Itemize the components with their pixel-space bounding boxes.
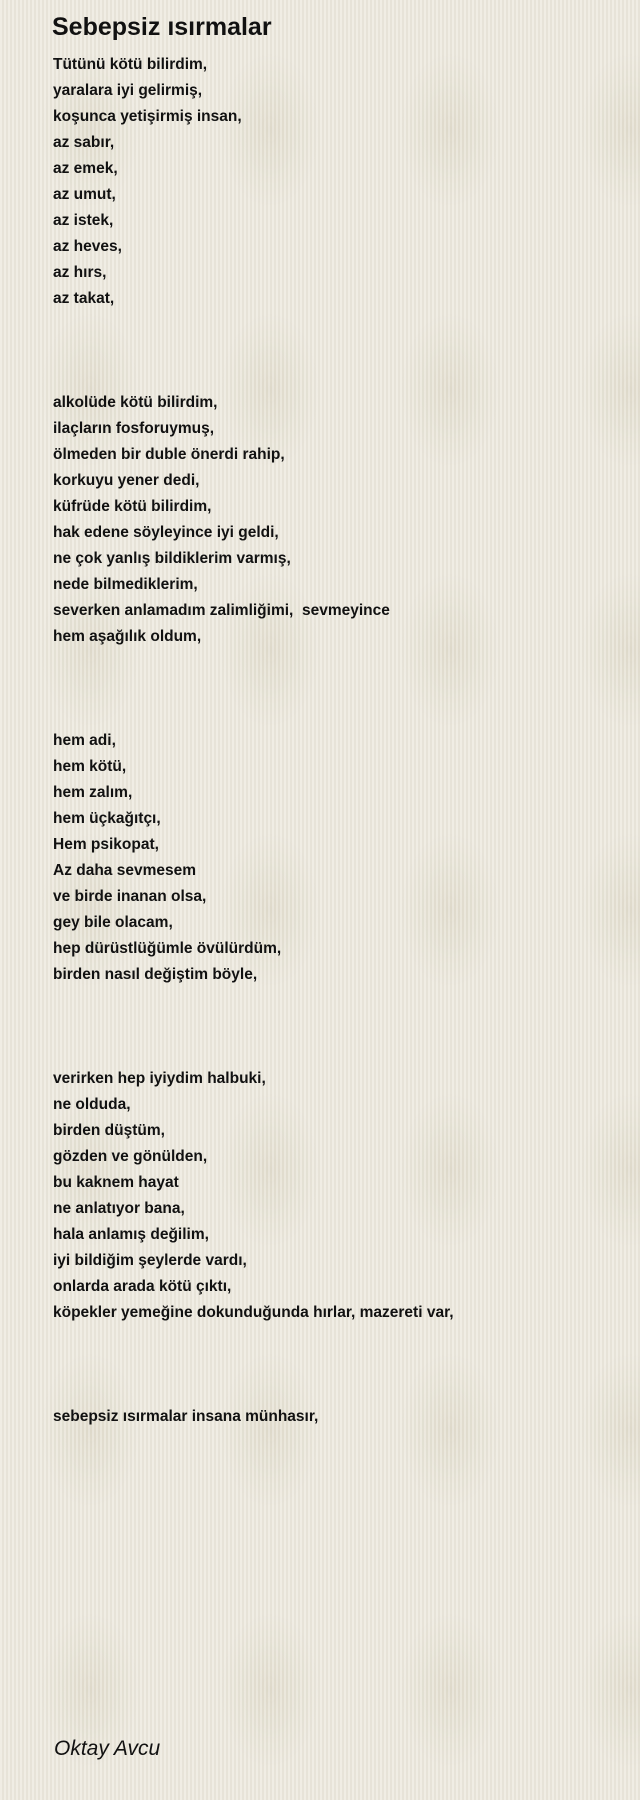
poem-line: yaralara iyi gelirmiş, xyxy=(53,82,203,99)
poem-line: gözden ve gönülden, xyxy=(53,1148,208,1165)
poem-line: ilaçların fosforuymuş, xyxy=(53,420,215,437)
poem-line: nede bilmediklerim, xyxy=(53,576,198,593)
poem-line: hem üçkağıtçı, xyxy=(53,810,161,827)
stanza-1 xyxy=(53,52,613,312)
poem-line: hak edene söyleyince iyi geldi, xyxy=(53,524,279,541)
poem-line: ne anlatıyor bana, xyxy=(53,1200,185,1217)
poem-line: alkolüde kötü bilirdim, xyxy=(53,394,218,411)
poem-line: koşunca yetişirmiş insan, xyxy=(53,108,242,125)
poem-line: sebepsiz ısırmalar insana münhasır, xyxy=(53,1408,319,1425)
poem-line: birden düştüm, xyxy=(53,1122,165,1139)
poem-line: birden nasıl değiştim böyle, xyxy=(53,966,258,983)
poem-line: ne çok yanlış bildiklerim varmış, xyxy=(53,550,291,567)
poem-author: Oktay Avcu xyxy=(54,1737,161,1760)
stanza-2 xyxy=(53,390,613,650)
poem-line: verirken hep iyiydim halbuki, xyxy=(53,1070,266,1087)
poem-line: köpekler yemeğine dokunduğunda hırlar, mazereti var, xyxy=(53,1304,454,1321)
poem-line: Tütünü kötü bilirdim, xyxy=(53,56,208,73)
poem-line: az istek, xyxy=(53,212,114,229)
poem-line: ne olduda, xyxy=(53,1096,131,1113)
poem-line: Az daha sevmesem xyxy=(53,862,197,879)
poem-line: severken anlamadım zalimliğimi, sevmeyince xyxy=(53,602,390,619)
poem-line: küfrüde kötü bilirdim, xyxy=(53,498,212,515)
poem-line: hep dürüstlüğümle övülürdüm, xyxy=(53,940,282,957)
poem-line: hem aşağılık oldum, xyxy=(53,628,202,645)
stanza-4 xyxy=(53,1066,613,1326)
poem-line: hem kötü, xyxy=(53,758,127,775)
poem-line: gey bile olacam, xyxy=(53,914,173,931)
poem-body xyxy=(53,52,613,1430)
poem-line: az umut, xyxy=(53,186,116,203)
poem-line: az heves, xyxy=(53,238,122,255)
stanza-3 xyxy=(53,728,613,988)
poem-line: az hırs, xyxy=(53,264,107,281)
poem-line: hem zalım, xyxy=(53,784,133,801)
poem-line: Hem psikopat, xyxy=(53,836,159,853)
poem-line: ve birde inanan olsa, xyxy=(53,888,207,905)
poem-line: bu kaknem hayat xyxy=(53,1174,179,1191)
poem-line: hala anlamış değilim, xyxy=(53,1226,209,1243)
poem-line: iyi bildiğim şeylerde vardı, xyxy=(53,1252,247,1269)
poem-title: Sebepsiz ısırmalar xyxy=(52,13,272,41)
poem-line: ölmeden bir duble önerdi rahip, xyxy=(53,446,285,463)
poem-line: az sabır, xyxy=(53,134,115,151)
poem-line: korkuyu yener dedi, xyxy=(53,472,200,489)
poem-line: onlarda arada kötü çıktı, xyxy=(53,1278,232,1295)
stanza-5 xyxy=(53,1404,613,1430)
poem-line: az takat, xyxy=(53,290,115,307)
poem-line: az emek, xyxy=(53,160,118,177)
poem-line: hem adi, xyxy=(53,732,116,749)
